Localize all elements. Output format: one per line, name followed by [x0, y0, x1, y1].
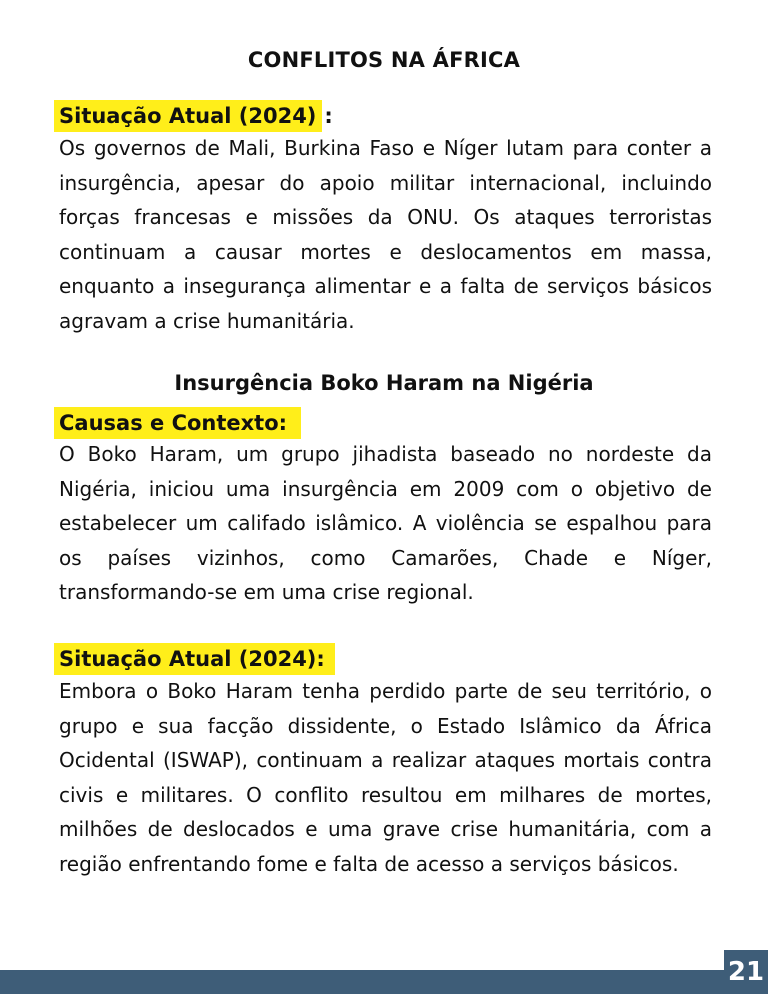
section1-text: Os governos de Mali, Burkina Faso e Níger lutam para conter a insurgência, apesar do apoio militar internacional, incluindo forças francesas e missões da ONU. Os ataques terroristas continuam a causar mortes e deslocamentos em massa, enquanto a insegurança alimentar e a falta de serviços básicos agravam a crise humanitária.: [59, 136, 712, 333]
page-number: 21: [724, 950, 768, 994]
current-label-highlight: Situação Atual (2024):: [54, 643, 335, 675]
page-title: CONFLITOS NA ÁFRICA: [247, 48, 521, 72]
section1-label-colon: :: [324, 104, 333, 128]
boko-title: Insurgência Boko Haram na Nigéria: [174, 371, 594, 395]
causes-text: O Boko Haram, um grupo jihadista baseado no nordeste da Nigéria, iniciou uma insurgência em 2009 com o objetivo de estabelecer um califado islâmico. A violência se espalhou para os países vizinhos, como Camarões, Chade e Níger, transformando-se em uma crise regional.: [59, 442, 712, 604]
current-text: Embora o Boko Haram tenha perdido parte de seu território, o grupo e sua facção dissidente, o Estado Islâmico da África Ocidental (ISWAP), continuam a realizar ataques mortais contra civis e militares. O conflito resultou em milhares de mortes, milhões de deslocados e uma grave crise humanitária, com a região enfrentando fome e falta de acesso a serviços básicos.: [59, 679, 712, 876]
footer-bar: [0, 970, 768, 994]
causes-label-highlight: Causas e Contexto:: [54, 407, 301, 439]
current-label: [54, 643, 335, 675]
section1-label-highlight: Situação Atual (2024): [54, 100, 322, 132]
section1-label: [54, 100, 333, 132]
causes-label: [54, 407, 301, 439]
